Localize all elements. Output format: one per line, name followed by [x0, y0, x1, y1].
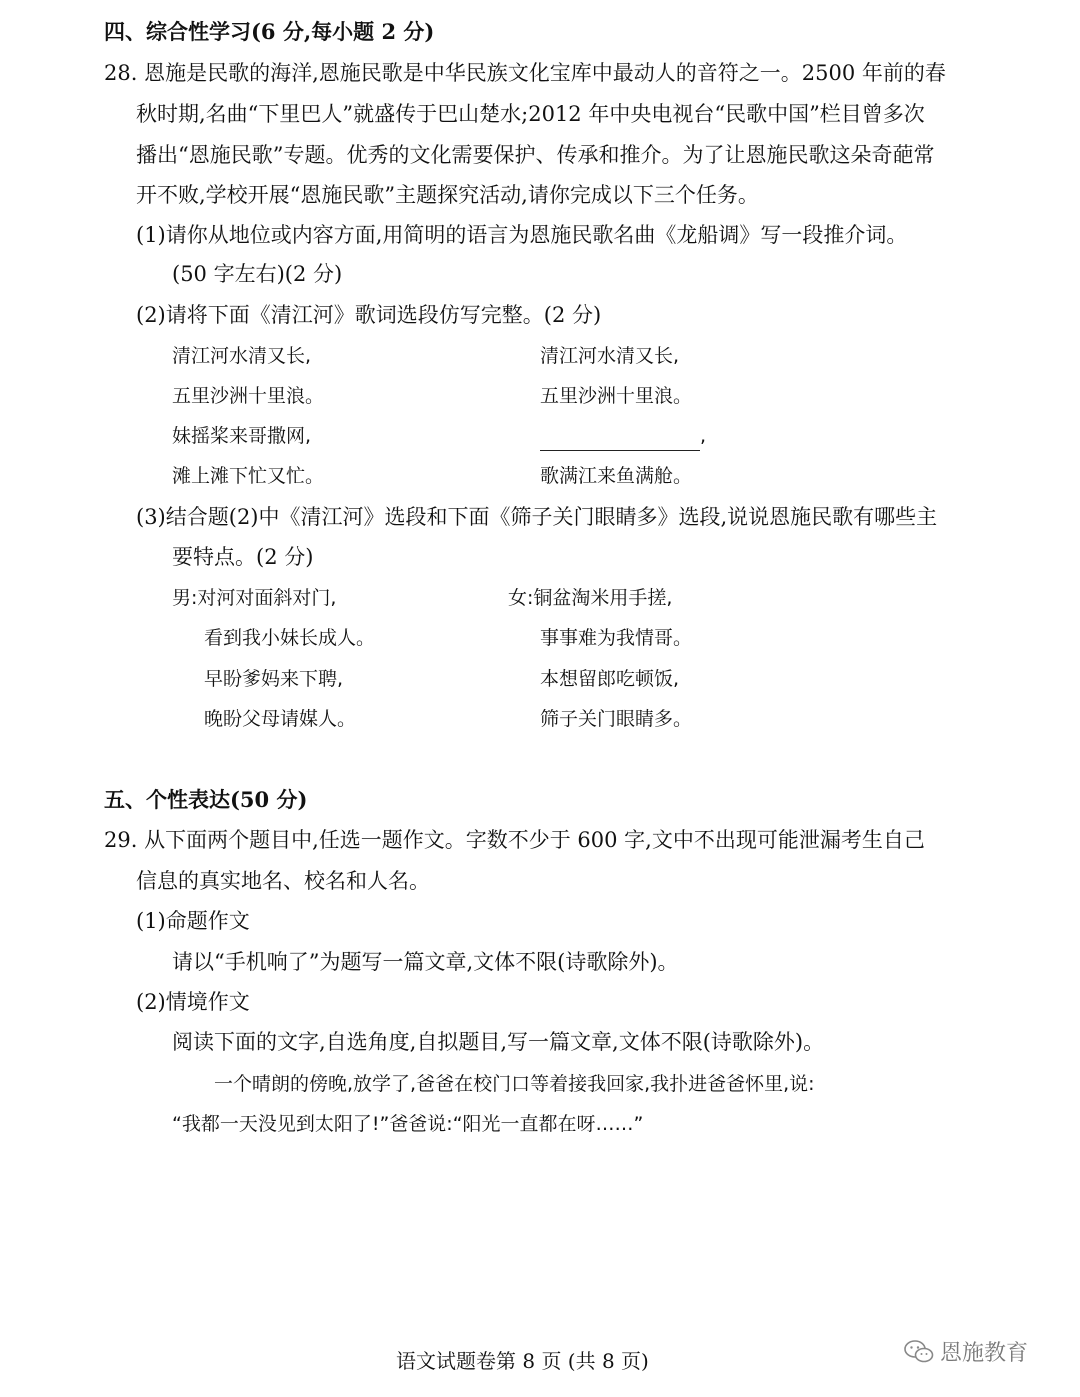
task3-line-1: (3)结合题(2)中《清江河》选段和下面《筛子关门眼睛多》选段,说说恩施民歌有哪些主 — [136, 505, 938, 529]
option1-title: (1)命题作文 — [136, 909, 250, 933]
watermark-text: 恩施教育 — [940, 1341, 1029, 1366]
scenario-line-2: “我都一天没见到太阳了!”爸爸说:“阳光一直都在呀……” — [172, 1113, 644, 1135]
poem-right-line-4: 歌满江来鱼满舱。 — [540, 465, 693, 487]
duet-male-line-1: 男:对河对面斜对门, — [172, 587, 337, 609]
poem-left-line-2: 五里沙洲十里浪。 — [172, 385, 325, 407]
q28-line-1: 28. 恩施是民歌的海洋,恩施民歌是中华民族文化宝库中最动人的音符之一。2500 年前的春 — [104, 61, 946, 85]
q28-line-2: 秋时期,名曲“下里巴人”就盛传于巴山楚水;2012 年中央电视台“民歌中国”栏目曾多次 — [136, 102, 925, 126]
duet-female-line-1: 女:铜盆淘米用手搓, — [508, 587, 673, 609]
section-heading-4: 四、综合性学习(6 分,每小题 2 分) — [104, 19, 435, 44]
page-footer: 语文试题卷第 8 页 (共 8 页) — [396, 1349, 649, 1373]
poem-left-line-3: 妹摇桨来哥撒网, — [172, 425, 312, 447]
option2-text: 阅读下面的文字,自选角度,自拟题目,写一篇文章,文体不限(诗歌除外)。 — [172, 1030, 825, 1054]
section-heading-5: 五、个性表达(50 分) — [104, 787, 308, 812]
duet-female-line-2: 事事难为我情哥。 — [540, 627, 693, 649]
task3-line-2: 要特点。(2 分) — [172, 545, 314, 569]
duet-male-line-3: 早盼爹妈来下聘, — [204, 668, 344, 690]
answer-blank[interactable] — [540, 428, 700, 451]
duet-male-line-4: 晚盼父母请媒人。 — [204, 708, 357, 730]
poem-answer-line — [540, 421, 706, 451]
task1-line-2: (50 字左右)(2 分) — [172, 262, 343, 286]
poem-left-line-4: 滩上滩下忙又忙。 — [172, 465, 325, 487]
duet-male-line-2: 看到我小妹长成人。 — [204, 627, 376, 649]
task1-line-1: (1)请你从地位或内容方面,用简明的语言为恩施民歌名曲《龙船调》写一段推介词。 — [136, 223, 908, 247]
scenario-line-1: 一个晴朗的傍晚,放学了,爸爸在校门口等着接我回家,我扑进爸爸怀里,说: — [214, 1073, 815, 1095]
poem-left-line-1: 清江河水清又长, — [172, 345, 312, 367]
duet-female-line-3: 本想留郎吃顿饭, — [540, 668, 680, 690]
duet-female-line-4: 筛子关门眼睛多。 — [540, 708, 693, 730]
q29-line-1: 29. 从下面两个题目中,任选一题作文。字数不少于 600 字,文中不出现可能泄漏考生自己 — [104, 828, 925, 852]
answer-comma: , — [700, 425, 707, 447]
watermark — [904, 1336, 1028, 1367]
poem-right-line-1: 清江河水清又长, — [540, 345, 680, 367]
q29-line-2: 信息的真实地名、校名和人名。 — [136, 869, 430, 893]
poem-right-line-2: 五里沙洲十里浪。 — [540, 385, 693, 407]
q28-line-4: 开不败,学校开展“恩施民歌”主题探究活动,请你完成以下三个任务。 — [136, 183, 759, 207]
wechat-icon — [904, 1339, 934, 1365]
option1-text: 请以“手机响了”为题写一篇文章,文体不限(诗歌除外)。 — [172, 950, 679, 974]
q28-line-3: 播出“恩施民歌”专题。优秀的文化需要保护、传承和推介。为了让恩施民歌这朵奇葩常 — [136, 143, 935, 167]
option2-title: (2)情境作文 — [136, 990, 250, 1014]
task2-line: (2)请将下面《清江河》歌词选段仿写完整。(2 分) — [136, 303, 602, 327]
